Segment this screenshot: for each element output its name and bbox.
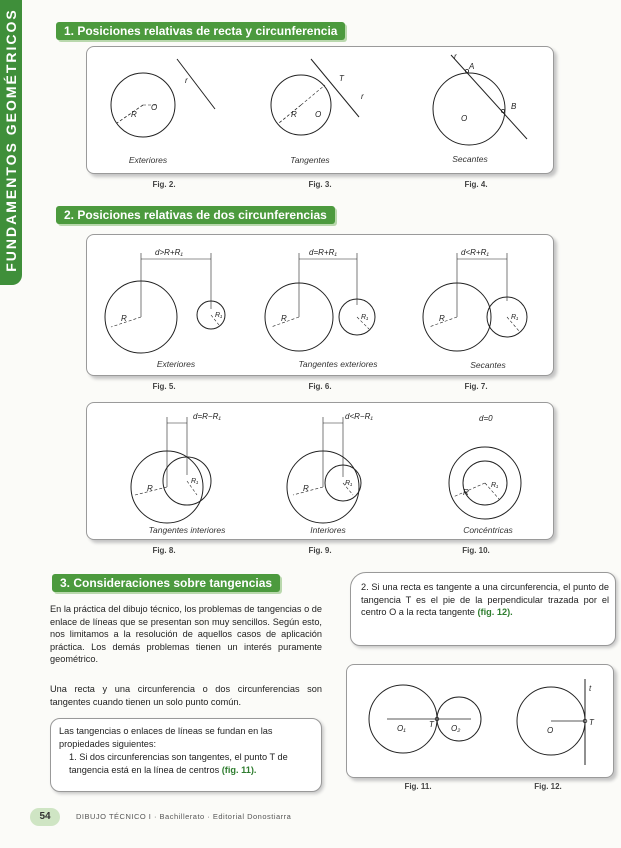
figure-2-drawing <box>87 235 553 375</box>
section-2-title: 2. Posiciones relativas de dos circunferencias <box>56 206 335 224</box>
fig5-dim: d>R+R₁ <box>155 248 183 257</box>
callout-item-1-text: 1. Si dos circunferencias son tangentes, el punto T de tangencia está en la línea de centros <box>69 752 288 775</box>
fig8-dim: d=R−R₁ <box>193 412 221 421</box>
fig11-O1: O₁ <box>397 724 406 733</box>
fig9-number: Fig. 9. <box>308 546 332 555</box>
fig4-label-A: A <box>469 62 475 71</box>
fig12-ref: (fig. 12). <box>477 607 513 617</box>
fig12-number: Fig. 12. <box>534 782 562 791</box>
fig8-R1: R₁ <box>191 478 199 485</box>
fig2-label-O: O <box>151 103 158 112</box>
section-1-title: 1. Posiciones relativas de recta y circunferencia <box>56 22 345 40</box>
fig3-label-r: r <box>361 92 364 101</box>
fig5-caption: Exteriores <box>156 359 196 369</box>
fig11-O2: O₂ <box>451 724 461 733</box>
callout-intro: Las tangencias o enlaces de líneas se fundan en las propiedades siguientes: <box>59 726 273 749</box>
fig7-R1: R₁ <box>511 314 519 321</box>
section-3-para-2: Una recta y una circunferencia o dos circunferencias son tangentes cuando tienen un solo punto común. <box>50 684 322 707</box>
fig3-caption: Tangentes <box>290 155 330 165</box>
fig4-caption: Secantes <box>452 154 488 164</box>
footer-text: DIBUJO TÉCNICO I · Bachillerato · Editorial Donostiarra <box>76 812 292 821</box>
fig9-caption: Interiores <box>310 525 346 535</box>
figure-box-4 <box>346 664 614 778</box>
fig12-t: t <box>589 684 592 693</box>
fig4-label-r: r <box>454 52 457 61</box>
fig10-caption: Concéntricas <box>463 525 513 535</box>
fig3-number: Fig. 3. <box>308 180 332 189</box>
fig6-caption: Tangentes exteriores <box>298 359 378 369</box>
figure-3-drawing <box>87 403 553 539</box>
fig4-number: Fig. 4. <box>464 180 488 189</box>
fig2-number: Fig. 2. <box>152 180 176 189</box>
fig9-dim: d<R−R₁ <box>345 412 373 421</box>
fig10-number: Fig. 10. <box>462 546 490 555</box>
fig7-dim: d<R+R₁ <box>461 248 489 257</box>
fig12-O: O <box>547 726 554 735</box>
fig8-R: R <box>147 484 153 493</box>
fig3-label-T: T <box>339 74 344 83</box>
fig7-caption: Secantes <box>470 360 506 370</box>
fig10-R1: R₁ <box>491 482 499 489</box>
fig4-label-O: O <box>461 114 468 123</box>
fig6-number: Fig. 6. <box>308 382 332 391</box>
fig3-label-O: O <box>315 110 322 119</box>
side-tab-label: FUNDAMENTOS GEOMÉTRICOS <box>3 8 19 272</box>
callout-item-1 <box>69 751 315 776</box>
fig7-number: Fig. 7. <box>464 382 488 391</box>
fig5-R1: R₁ <box>215 312 223 319</box>
figure-4-drawing <box>347 665 613 777</box>
fig3-label-R: R <box>291 110 297 119</box>
callout-item-2-text: 2. Si una recta es tangente a una circunferencia, el punto de tangencia T es el pie de la perpendicular trazada por el centro O a la recta tangente <box>361 582 609 617</box>
fig5-R: R <box>121 314 127 323</box>
fig10-dim: d=0 <box>479 414 493 423</box>
page-number: 54 <box>30 808 60 826</box>
figure-box-2 <box>86 234 554 376</box>
fig10-R: R <box>463 488 469 497</box>
fig9-R1: R₁ <box>345 480 353 487</box>
fig12-T: T <box>589 718 594 727</box>
fig2-label-r: r <box>185 76 188 85</box>
figure-box-1 <box>86 46 554 174</box>
fig5-number: Fig. 5. <box>152 382 176 391</box>
figure-box-3 <box>86 402 554 540</box>
fig11-number: Fig. 11. <box>404 782 432 791</box>
fig8-number: Fig. 8. <box>152 546 176 555</box>
fig2-caption: Exteriores <box>128 155 168 165</box>
callout-item-2 <box>350 572 616 646</box>
fig4-label-B: B <box>511 102 517 111</box>
section-3-title: 3. Consideraciones sobre tangencias <box>52 574 280 592</box>
fig2-label-R: R <box>131 110 137 119</box>
fig6-R1: R₁ <box>361 314 369 321</box>
fig11-T: T <box>429 720 434 729</box>
fig6-dim: d=R+R₁ <box>309 248 337 257</box>
fig6-R: R <box>281 314 287 323</box>
section-3-para-1: En la práctica del dibujo técnico, los problemas de tangencias o de enlace de líneas que se presentan son muy sencillos. Según esto, nos limitamos a la resolución de aquellos casos de aplicación práctica. Los demás problemas tienen un interés puramente geométrico. <box>50 604 322 664</box>
callout-item-2-body <box>361 581 609 619</box>
callout-properties <box>50 718 322 792</box>
fig7-R: R <box>439 314 445 323</box>
fig8-caption: Tangentes interiores <box>148 525 226 535</box>
fig11-ref: (fig. 11). <box>221 764 257 775</box>
fig9-R: R <box>303 484 309 493</box>
